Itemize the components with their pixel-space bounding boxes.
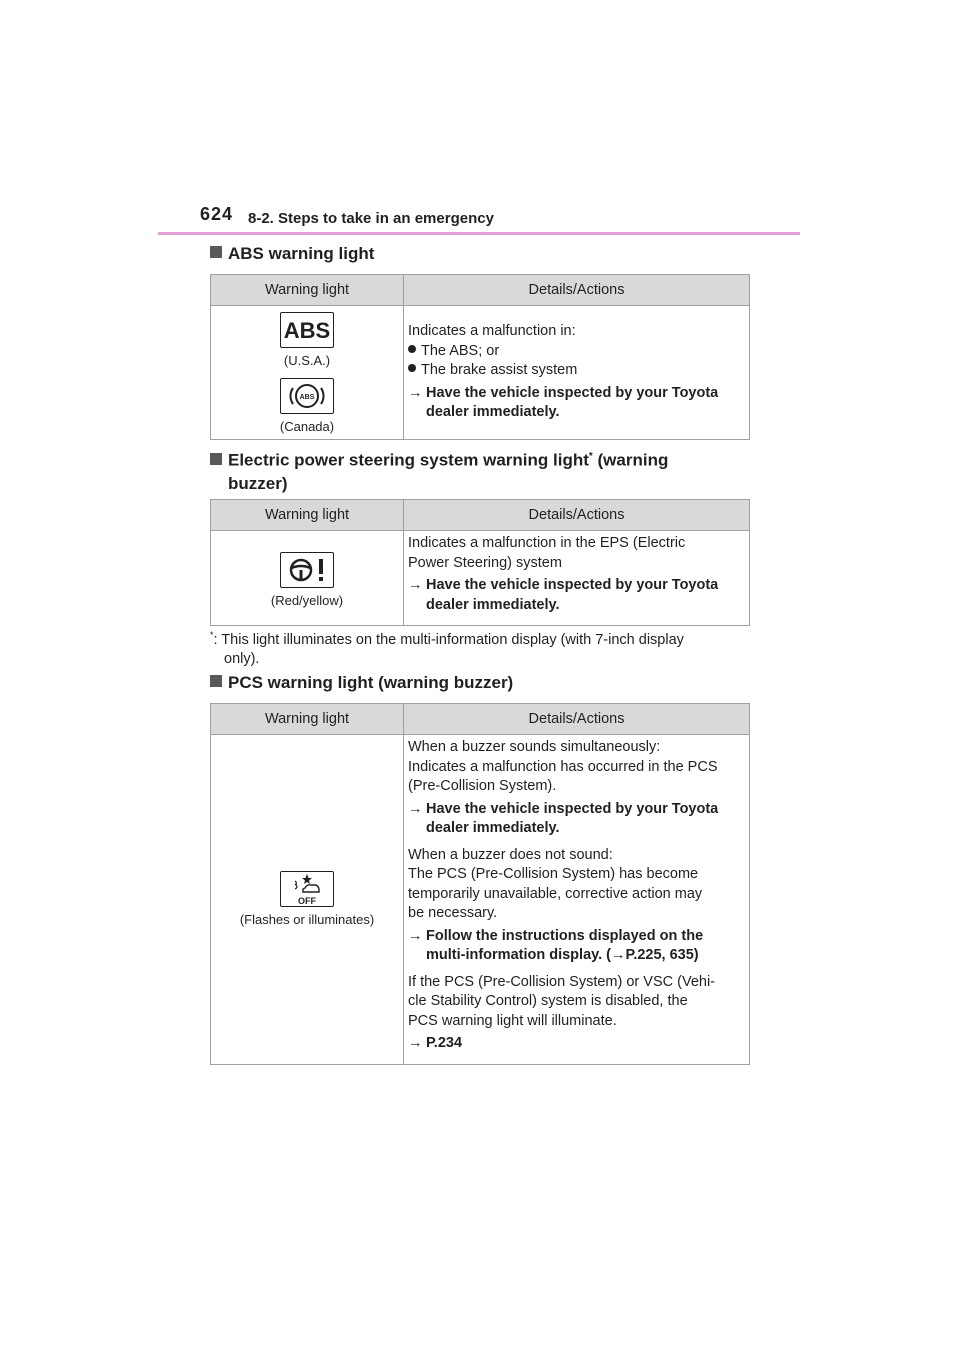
svg-text:ABS: ABS xyxy=(283,317,331,343)
col-warning-light: Warning light xyxy=(211,275,404,306)
square-bullet-icon xyxy=(210,675,222,687)
eps-action: → Have the vehicle inspected by your Toyota dealer immediately. xyxy=(408,577,719,613)
eps-table xyxy=(210,499,750,626)
col-details-actions: Details/Actions xyxy=(404,704,750,735)
arrow-right-icon: → xyxy=(408,1035,423,1051)
page-number: 624 xyxy=(200,204,234,224)
arrow-right-icon: → xyxy=(408,927,423,944)
square-bullet-icon xyxy=(210,453,222,465)
arrow-right-icon: → xyxy=(408,577,423,593)
section-title: 8-2. Steps to take in an emergency xyxy=(248,210,494,227)
arrow-right-icon: → xyxy=(408,384,423,401)
page-ref-link[interactable]: P.234 xyxy=(426,1035,463,1051)
abs-action: → Have the vehicle inspected by your Toyota dealer immediately. xyxy=(408,384,719,420)
col-warning-light: Warning light xyxy=(211,704,404,735)
pcs-action-2: → Follow the instructions displayed on the multi-information display. (→P.225, 635) xyxy=(408,927,704,963)
eps-icon-cell xyxy=(211,531,404,626)
usa-caption: (U.S.A.) xyxy=(283,352,331,368)
pcs-details-cell: When a buzzer sounds simultaneously: Indicates a malfunction has occurred in the PCS (Pre-Collision System). → Have the vehicle inspected by your Toyota dealer immediately. When a buzzer does not sound: The PCS (Pre-Collision System) has become temporarily unavailable, corrective action may be necessary. → Follow the instructions displayed on the multi-information display. (→P.225, 635) If the PCS (Pre-Collision System) or VSC (Vehi- cle Stability Control) system is disabled, the PCS warning light will illuminate. → P.234 xyxy=(404,735,750,1065)
pcs-action-3 xyxy=(408,1034,745,1054)
arrow-right-icon: → xyxy=(408,800,423,817)
arrow-right-icon: → xyxy=(611,947,626,963)
abs-text-icon xyxy=(280,312,334,348)
steering-warning-icon xyxy=(280,552,334,588)
pcs-icon-cell xyxy=(211,735,404,1065)
col-details-actions: Details/Actions xyxy=(404,275,750,306)
abs-heading: ABS warning light xyxy=(210,242,374,265)
abs-icon-cell xyxy=(211,306,404,440)
eps-details-cell: Indicates a malfunction in the EPS (Electric Power Steering) system → Have the vehicle inspected by your Toyota dealer immediately. xyxy=(404,531,750,626)
pcs-action-1: → Have the vehicle inspected by your Toyota dealer immediately. xyxy=(408,800,719,836)
col-warning-light: Warning light xyxy=(211,500,404,531)
footnote: *: This light illuminates on the multi-information display (with 7-inch display only). xyxy=(210,630,684,668)
svg-text:OFF: OFF xyxy=(298,896,316,907)
flashes-caption: (Flashes or illuminates) xyxy=(239,912,375,928)
abs-circle-icon xyxy=(280,378,334,414)
pcs-heading: PCS warning light (warning buzzer) xyxy=(210,671,513,694)
footnote-mark: * xyxy=(588,451,593,462)
red-yellow-caption: (Red/yellow) xyxy=(270,593,344,608)
pcs-off-icon xyxy=(280,871,334,907)
footnote-mark: * xyxy=(210,630,214,640)
abs-intro: Indicates a malfunction in: xyxy=(408,323,576,339)
col-details-actions: Details/Actions xyxy=(404,500,750,531)
square-bullet-icon xyxy=(210,246,222,258)
pcs-table xyxy=(210,703,750,1065)
abs-table xyxy=(210,274,750,440)
eps-heading: Electric power steering system warning light* (warning buzzer) xyxy=(210,445,668,495)
list-item: The brake assist system xyxy=(408,361,745,381)
header-rule xyxy=(158,232,800,235)
svg-text:ABS: ABS xyxy=(299,393,315,401)
list-item: The ABS; or xyxy=(408,342,745,362)
page-ref-link[interactable]: P.225, 635) xyxy=(625,947,699,963)
canada-caption: (Canada) xyxy=(279,418,335,434)
abs-details-cell xyxy=(404,306,750,440)
